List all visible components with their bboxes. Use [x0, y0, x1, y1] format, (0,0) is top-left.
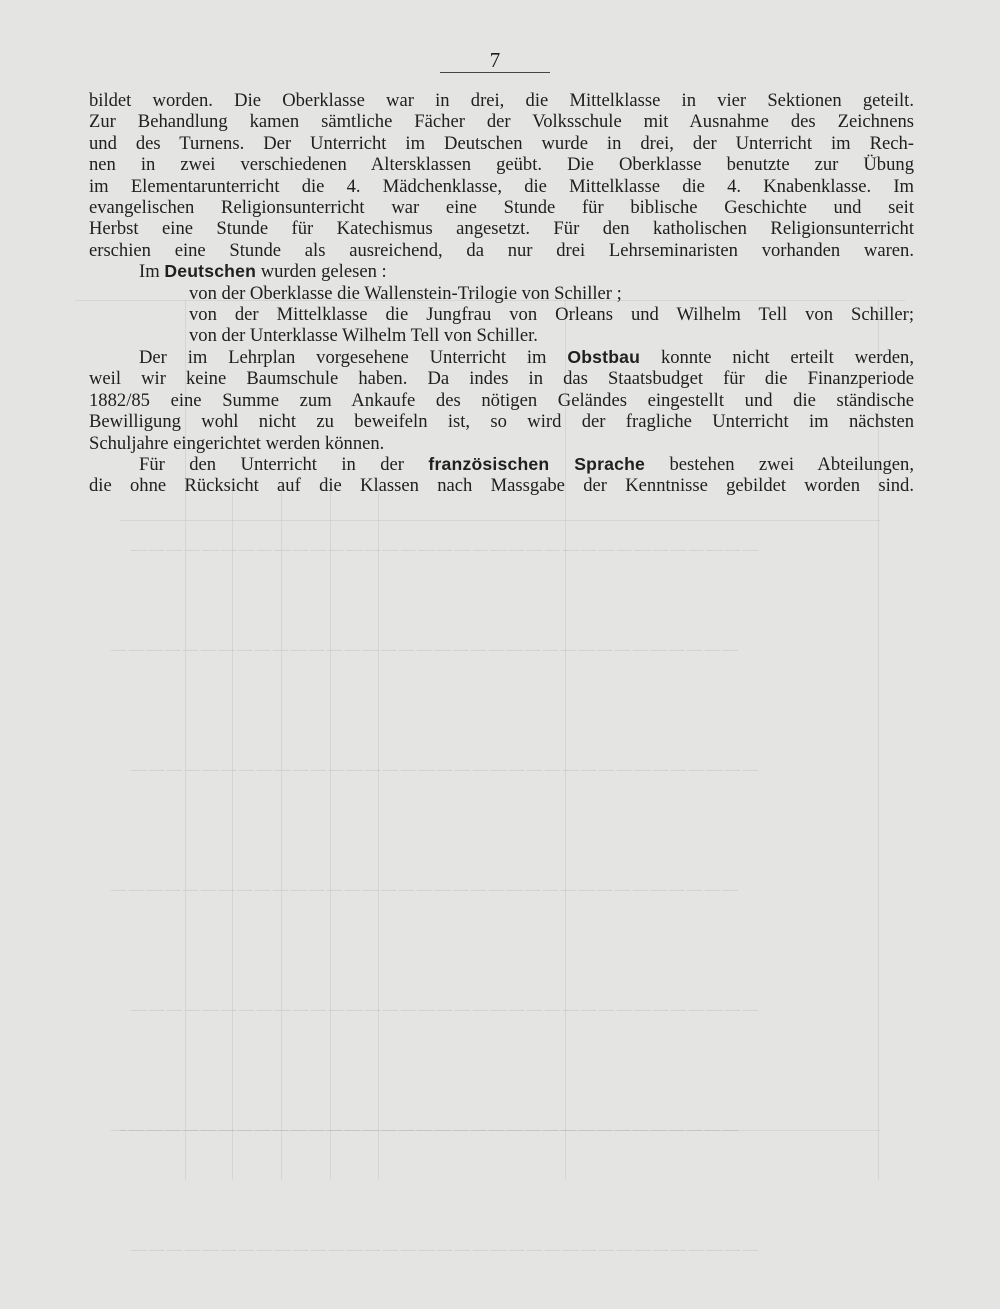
reading-item: von der Unterklasse Wilhelm Tell von Schiller. [189, 325, 538, 347]
bleed-through-rule [232, 480, 233, 1180]
paragraph-line: 1882/85 eine Summe zum Ankaufe des nötigen Geländes eingestellt und die ständische [89, 389, 914, 411]
bleed-through-rule [120, 520, 880, 521]
obstbau-paragraph-first-line [89, 347, 914, 368]
text-run: Für den Unterricht in der [139, 453, 429, 475]
paragraph-line: Schuljahre eingerichtet werden können. [89, 432, 385, 454]
paragraph-line: evangelischen Religionsunterricht war eine Stunde für biblische Geschichte und seit [89, 197, 914, 219]
paragraph-line: im Elementarunterricht die 4. Mädchenklasse, die Mittelklasse die 4. Knabenklasse. Im [89, 175, 914, 197]
paragraph-line: Bewilligung wohl nicht zu beweifeln ist, so wird der fragliche Unterricht im nächsten [89, 411, 914, 433]
body-text [89, 90, 914, 497]
bleed-through-text: ——————————————————————————————————— [130, 540, 760, 560]
subject-term-deutschen: Deutschen [164, 261, 257, 282]
text-run: Der im Lehrplan vorgesehene Unterricht im [139, 346, 568, 368]
subject-term-franzoesisch: französischen Sprache [428, 453, 646, 474]
bleed-through-text: ——————————————————————————————————— [110, 640, 740, 660]
text-run: bestehen zwei Abteilungen, [645, 453, 914, 475]
reading-item: von der Oberklasse die Wallenstein-Trilogie von Schiller ; [189, 282, 622, 304]
subject-term-obstbau: Obstbau [567, 346, 641, 367]
bleed-through-rule [281, 480, 282, 1180]
text-run: Im [139, 261, 165, 283]
bleed-through-rule [330, 480, 331, 1180]
paragraph-line: weil wir keine Baumschule haben. Da indes in das Staatsbudget für die Finanzperiode [89, 368, 914, 390]
paragraph-line: und des Turnens. Der Unterricht im Deutschen wurde in drei, der Unterricht im Rech- [89, 132, 914, 154]
deutschen-heading-line [89, 261, 914, 282]
bleed-through-text: ——————————————————————————————————— [110, 1120, 740, 1140]
franzoesisch-paragraph-first-line [89, 454, 914, 475]
bleed-through-rule [378, 480, 379, 1180]
bleed-through-text: ——————————————————————————————————— [130, 760, 760, 780]
reading-list [89, 283, 914, 347]
paragraph-line: Herbst eine Stunde für Katechismus angesetzt. Für den katholischen Religionsunterricht [89, 218, 914, 240]
bleed-through-text: ——————————————————————————————————— [130, 1000, 760, 1020]
paragraph-line: nen in zwei verschiedenen Altersklassen geübt. Die Oberklasse benutzte zur Übung [89, 154, 914, 176]
text-run: wurden gelesen : [256, 261, 387, 283]
reading-item: von der Mittelklasse die Jungfrau von Orleans und Wilhelm Tell von Schiller; [189, 304, 914, 326]
paragraph-line: die ohne Rücksicht auf die Klassen nach Massgabe der Kenntnisse gebildet worden sind. [89, 475, 914, 497]
paragraph-line: erschien eine Stunde als ausreichend, da nur drei Lehrseminaristen vorhanden waren. [89, 239, 914, 261]
text-run: konnte nicht erteilt werden, [640, 346, 914, 368]
paragraph-line: bildet worden. Die Oberklasse war in drei, die Mittelklasse in vier Sektionen geteilt. [89, 90, 914, 111]
bleed-through-text: ——————————————————————————————————— [110, 880, 740, 900]
bleed-through-text: ——————————————————————————————————— [130, 1240, 760, 1260]
page-number: 7 [440, 48, 550, 73]
paragraph-line: Zur Behandlung kamen sämtliche Fächer der Volksschule mit Ausnahme des Zeichnens [89, 111, 914, 133]
